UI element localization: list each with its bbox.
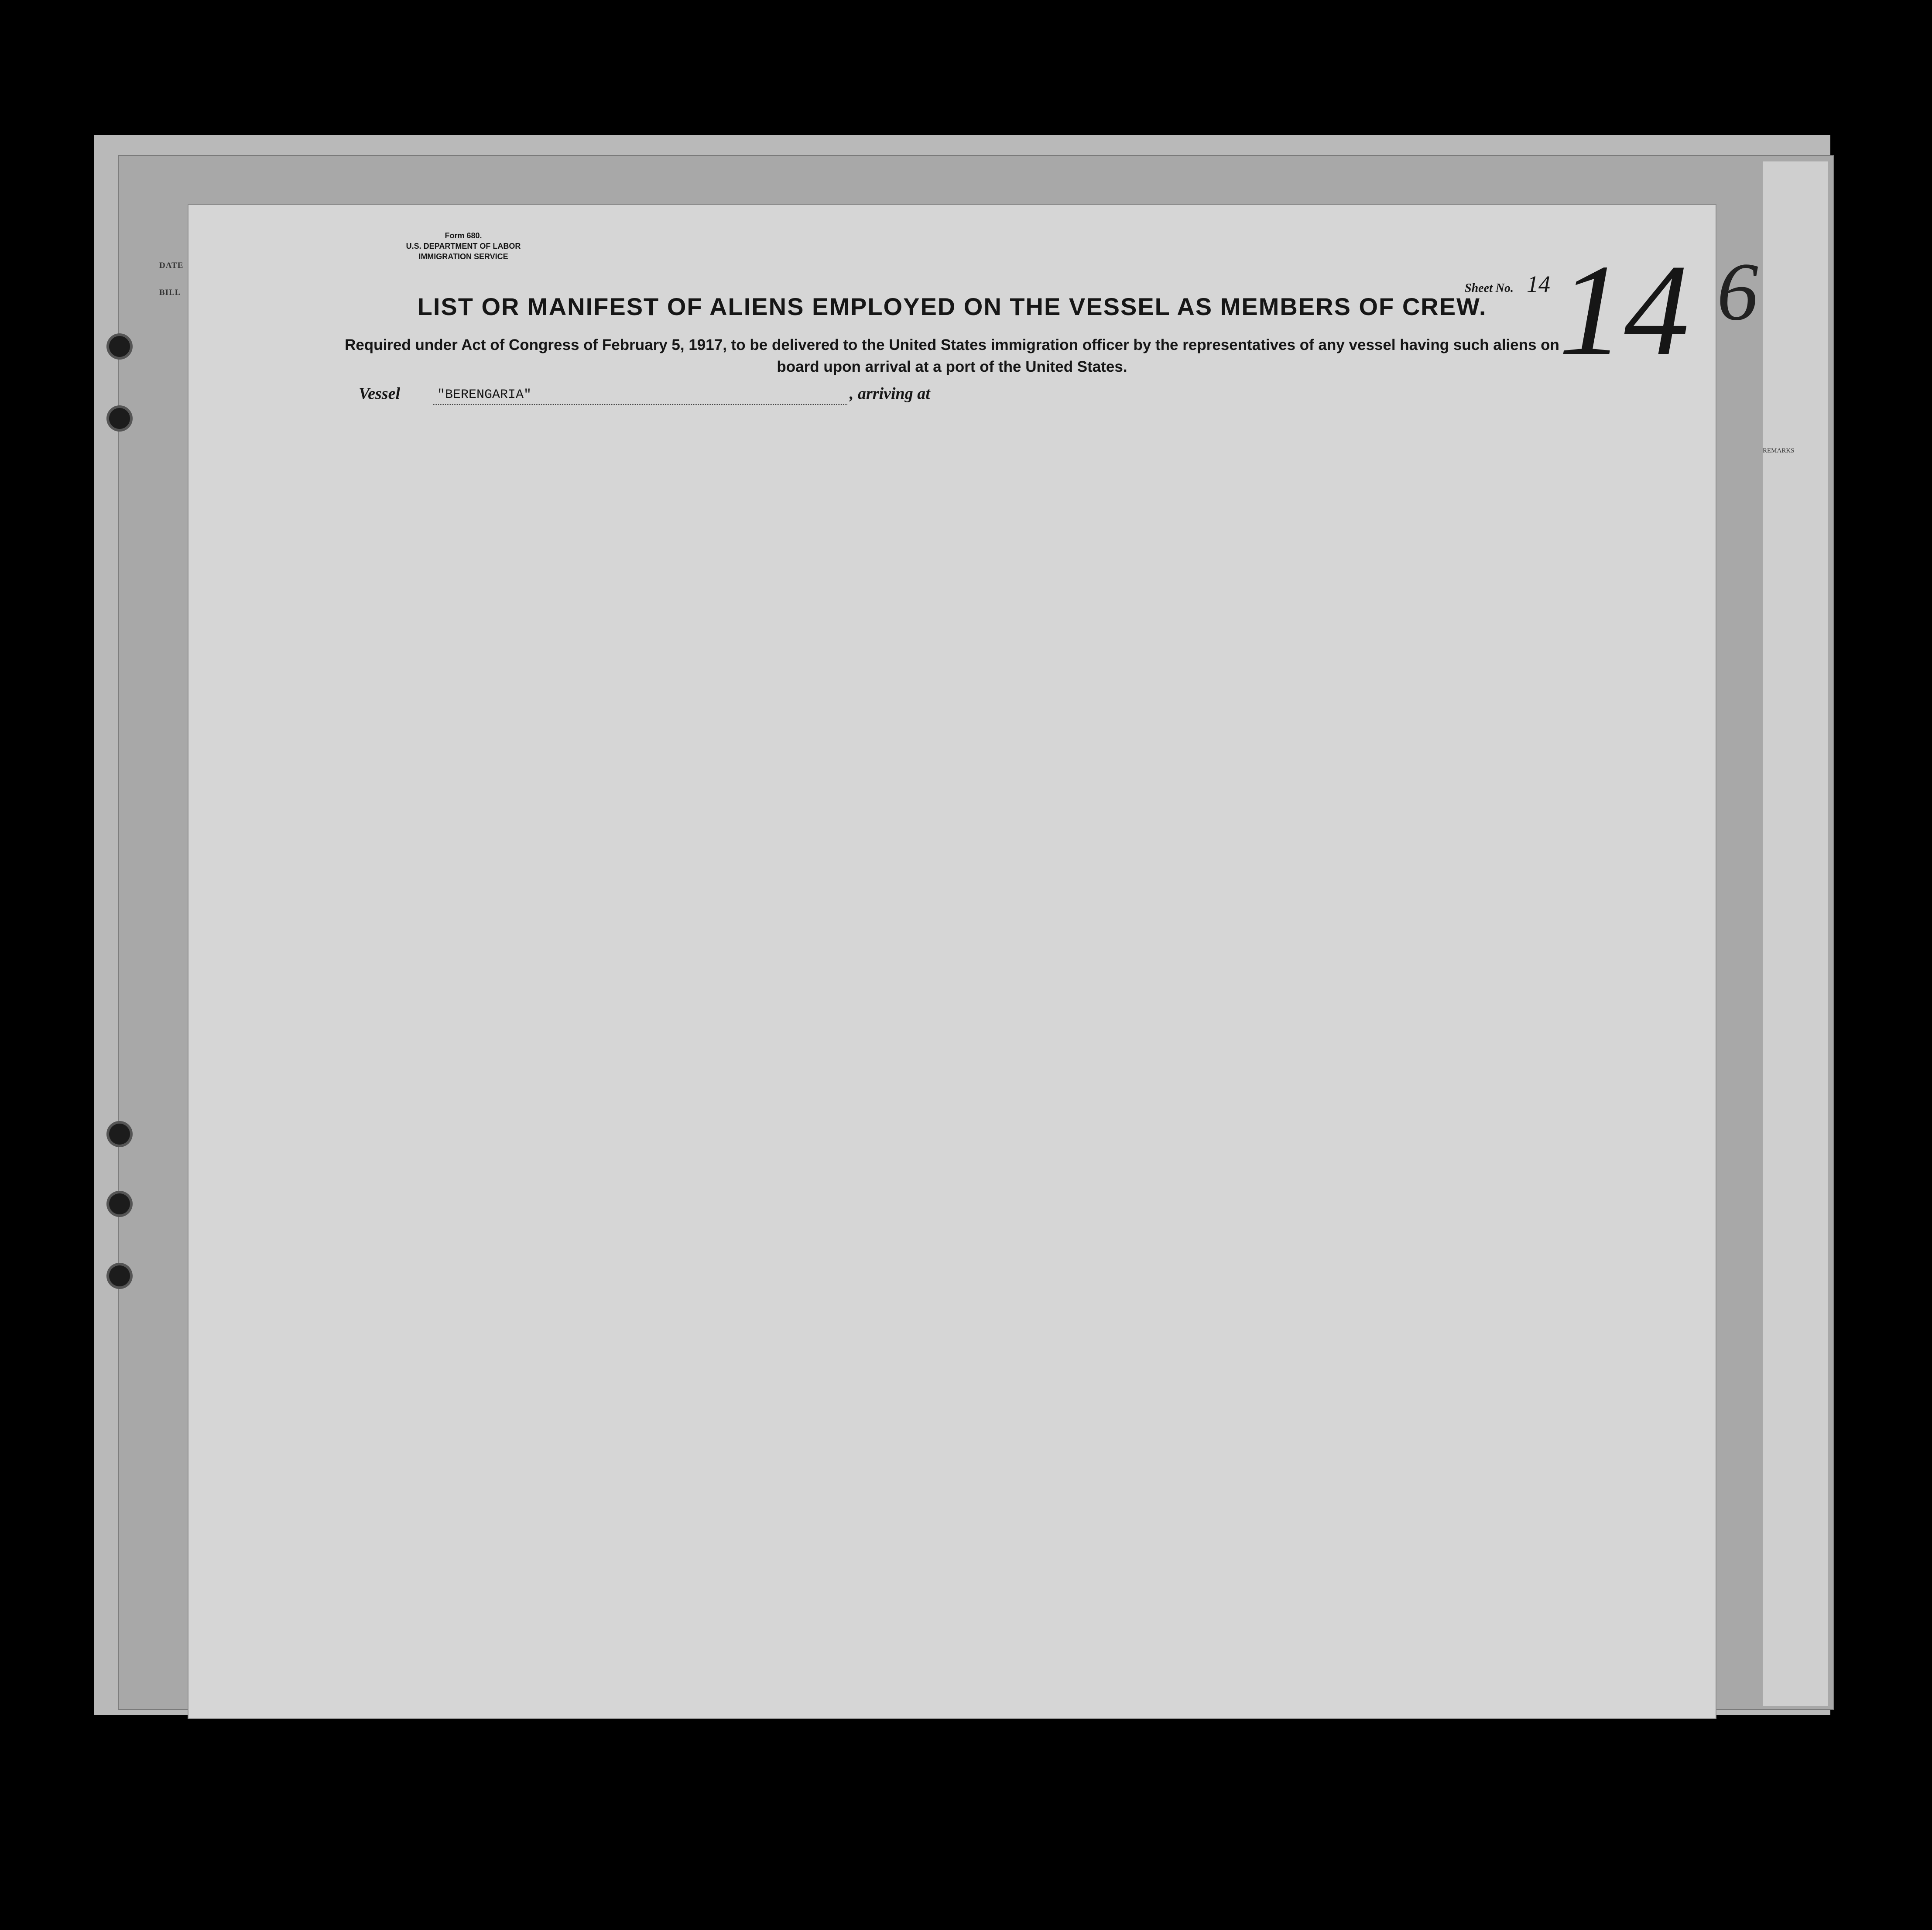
vessel-underline	[433, 404, 847, 405]
sheet-number-value: 14	[1527, 271, 1550, 297]
page-subtitle: Required under Act of Congress of February 5, 1917, to be delivered to the United States immigration officer by the representatives of any vessel having such aliens on board upon arrival at a port of the United States.	[345, 336, 1559, 375]
punch-hole	[109, 336, 130, 357]
form-identifier	[367, 230, 559, 262]
under-sheet-mark: 6	[1717, 246, 1758, 338]
vessel-name: "BERENGARIA"	[437, 387, 532, 402]
vessel-line	[188, 384, 1716, 406]
service-name: IMMIGRATION SERVICE	[418, 252, 508, 261]
punch-hole	[109, 1265, 130, 1286]
sheet-number-label: Sheet No.	[1465, 281, 1514, 295]
side-stamp-date: DATE	[159, 261, 184, 270]
manifest-sheet	[188, 204, 1716, 1719]
punch-hole	[109, 1124, 130, 1145]
under-sheet-remarks: REMARKS	[1763, 447, 1795, 454]
punch-hole	[109, 1193, 130, 1214]
vessel-label: Vessel	[359, 384, 400, 403]
arriving-label: , arriving at	[850, 384, 930, 403]
form-number: Form 680.	[445, 231, 482, 240]
page-title: LIST OR MANIFEST OF ALIENS EMPLOYED ON THE VESSEL AS MEMBERS OF CREW.	[417, 293, 1487, 320]
handwritten-sheet-number: 14	[1559, 237, 1689, 382]
department-name: U.S. DEPARTMENT OF LABOR	[406, 242, 521, 250]
side-stamp-bill: BILL	[159, 288, 181, 297]
under-sheet-edge	[1763, 161, 1828, 1706]
punch-hole	[109, 408, 130, 429]
